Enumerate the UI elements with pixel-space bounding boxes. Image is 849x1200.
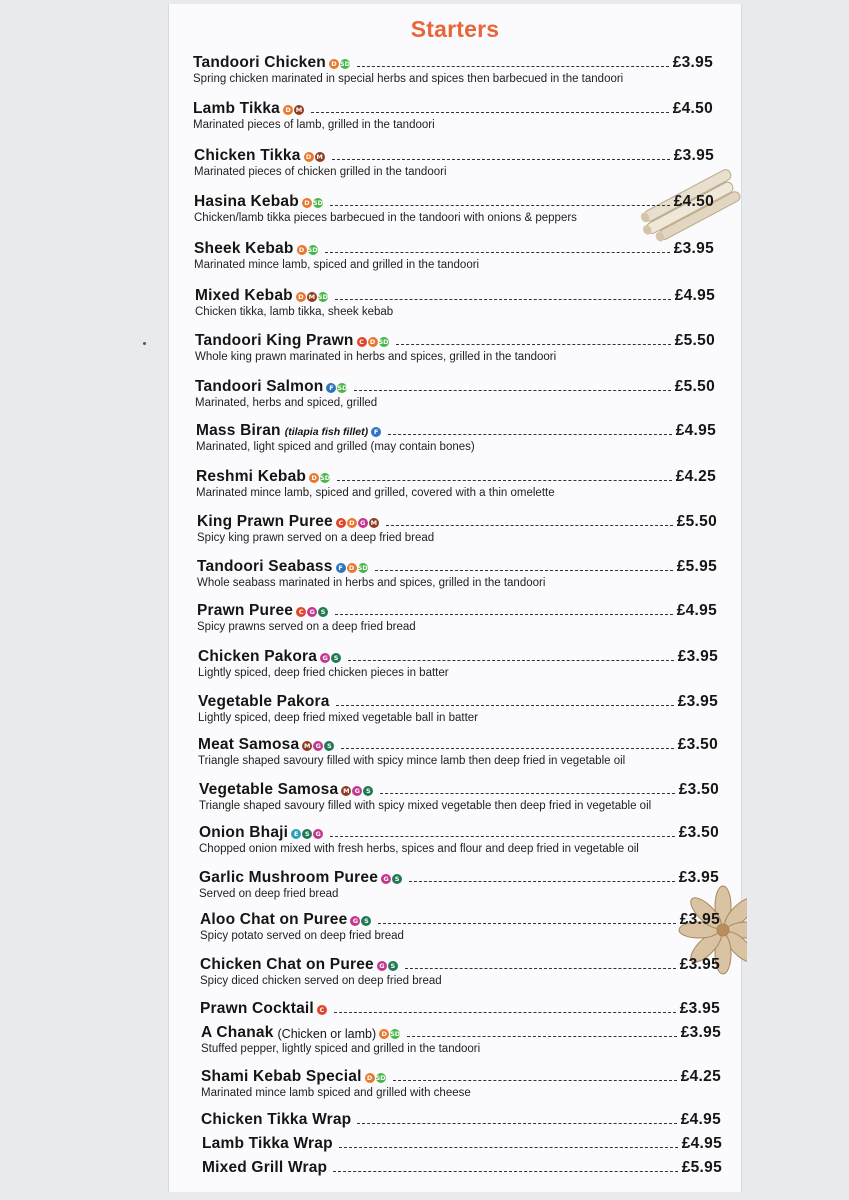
menu-item [197, 511, 717, 544]
item-description: Whole seabass marinated in herbs and spices, grilled in the tandoori [197, 577, 546, 589]
allergen-d-icon: D [347, 518, 357, 528]
dotted-leader [337, 480, 672, 481]
item-description: Triangle shaped savoury filled with spicy mince lamb then deep fried in vegetable oil [198, 755, 626, 767]
allergen-g-icon: G [377, 961, 387, 971]
dotted-leader [388, 434, 672, 435]
allergen-badges [297, 245, 319, 255]
item-name: Mixed Kebab [195, 287, 293, 304]
allergen-sd-icon: SD [357, 563, 368, 572]
item-name: Onion Bhaji [199, 824, 289, 841]
menu-item [194, 238, 714, 271]
menu-item [198, 691, 718, 724]
item-description: Marinated pieces of chicken grilled in the tandoori [194, 166, 447, 178]
dotted-leader [380, 793, 674, 794]
menu-item-row [198, 646, 718, 666]
page-title: Starters [410, 16, 500, 42]
item-name: Shami Kebab Special [201, 1068, 362, 1085]
menu-item [195, 330, 715, 363]
dotted-leader [341, 748, 673, 749]
allergen-m-icon: M [304, 741, 311, 750]
menu-item-row [196, 420, 716, 440]
item-description: Lightly spiced, deep fried chicken pieces in batter [198, 667, 449, 679]
allergen-c-icon: C [296, 607, 306, 617]
allergen-badges [283, 105, 305, 115]
item-name: Prawn Cocktail [200, 1000, 314, 1017]
item-name: Tandoori Seabass [197, 558, 333, 575]
allergen-sd-icon: SD [317, 292, 328, 301]
item-note: (tilapia fish fillet) [284, 426, 369, 438]
dotted-leader [311, 112, 669, 113]
menu-item [193, 52, 713, 85]
allergen-m-icon: M [316, 152, 323, 161]
allergen-s-icon: S [331, 653, 341, 663]
allergen-badges [291, 829, 324, 839]
item-name: Garlic Mushroom Puree [199, 869, 379, 886]
menu-item [197, 600, 717, 633]
item-description: Stuffed pepper, lightly spiced and grilled in the tandoori [201, 1043, 481, 1055]
item-price: £4.95 [680, 1111, 721, 1128]
allergen-badges [296, 292, 329, 302]
allergen-badges [381, 874, 403, 884]
allergen-badges [350, 916, 372, 926]
dotted-leader [325, 252, 670, 253]
item-price: £4.95 [675, 422, 716, 439]
menu-item-row [193, 52, 713, 72]
item-price: £3.50 [678, 824, 719, 841]
menu-item [202, 1157, 722, 1177]
item-description: Spicy potato served on deep fried bread [200, 930, 404, 942]
dotted-leader [330, 836, 675, 837]
allergen-badges [309, 473, 331, 483]
item-name: Vegetable Pakora [198, 693, 330, 710]
allergen-d-icon: D [368, 337, 378, 347]
allergen-c-icon: C [336, 518, 346, 528]
allergen-g-icon: G [352, 786, 362, 796]
menu-item-row [195, 330, 715, 350]
allergen-d-icon: D [297, 245, 307, 255]
allergen-s-icon: S [302, 829, 312, 839]
allergen-badges [336, 518, 380, 528]
item-name: Reshmi Kebab [196, 468, 307, 485]
menu-item-row [198, 691, 718, 711]
allergen-sd-icon: SD [312, 198, 323, 207]
allergen-badges [357, 337, 390, 347]
allergen-g-icon: G [358, 518, 368, 528]
allergen-s-icon: S [361, 916, 371, 926]
menu-item-row [202, 1157, 722, 1177]
menu-item [199, 779, 719, 812]
scan-speck [143, 342, 146, 345]
allergen-f-icon: F [326, 383, 336, 393]
item-description: Spring chicken marinated in special herbs and spices then barbecued in the tandoori [193, 73, 624, 85]
menu-item-row [200, 998, 720, 1018]
dotted-leader [393, 1080, 677, 1081]
dotted-leader [407, 1036, 677, 1037]
menu-item-row [198, 734, 718, 754]
allergen-d-icon: D [347, 563, 357, 573]
item-name: Tandoori Chicken [193, 54, 326, 71]
allergen-badges [302, 198, 324, 208]
item-price: £4.25 [680, 1068, 721, 1085]
item-description: Triangle shaped savoury filled with spicy mixed vegetable then deep fried in vegetable oil [199, 800, 652, 812]
allergen-g-icon: G [381, 874, 391, 884]
item-description: Lightly spiced, deep fried mixed vegetable ball in batter [198, 712, 479, 724]
allergen-badges [326, 383, 348, 393]
item-price: £4.50 [673, 193, 714, 210]
menu-item [199, 867, 719, 900]
item-price: £5.50 [676, 513, 717, 530]
menu-item-row [199, 822, 719, 842]
item-name: Vegetable Samosa [199, 781, 339, 798]
menu-item-row [194, 238, 714, 258]
dotted-leader [357, 1123, 676, 1124]
item-name: Lamb Tikka [193, 100, 281, 117]
menu-item [201, 1022, 721, 1055]
dotted-leader [409, 881, 675, 882]
dotted-leader [375, 570, 673, 571]
allergen-sd-icon: SD [375, 1073, 386, 1082]
item-name: Prawn Puree [197, 602, 294, 619]
menu-item-row [199, 779, 719, 799]
item-price: £3.50 [678, 781, 719, 798]
menu-item-row [194, 191, 714, 211]
item-price: £3.50 [677, 736, 718, 753]
menu-item [198, 646, 718, 679]
item-name: Tandoori Salmon [195, 378, 324, 395]
menu-item-row [197, 600, 717, 620]
menu-item [199, 822, 719, 855]
item-price: £5.50 [674, 332, 715, 349]
allergen-d-icon: D [296, 292, 306, 302]
item-description: Whole king prawn marinated in herbs and spices, grilled in the tandoori [195, 351, 557, 363]
allergen-s-icon: S [324, 741, 334, 751]
allergen-sd-icon: SD [337, 383, 348, 392]
allergen-m-icon: M [295, 105, 303, 114]
item-name: Meat Samosa [198, 736, 300, 753]
menu-item-row [195, 285, 715, 305]
allergen-badges [302, 741, 335, 751]
item-description: Marinated mince lamb spiced and grilled with cheese [201, 1087, 471, 1099]
item-name: Mixed Grill Wrap [202, 1159, 328, 1176]
item-description: Chopped onion mixed with fresh herbs, spices and flour and deep fried in vegetable oil [199, 843, 639, 855]
item-name: Lamb Tikka Wrap [202, 1135, 333, 1152]
item-name: Aloo Chat on Puree [200, 911, 348, 928]
item-name: Chicken Tikka [194, 147, 301, 164]
item-price: £4.95 [674, 287, 715, 304]
allergen-badges [320, 653, 342, 663]
menu-item-row [202, 1133, 722, 1153]
allergen-d-icon: D [309, 473, 319, 483]
dotted-leader [336, 705, 674, 706]
allergen-sd-icon: SD [307, 245, 318, 254]
menu-item-row [201, 1109, 721, 1129]
item-price: £3.95 [679, 956, 720, 973]
allergen-badges [317, 1005, 328, 1015]
item-name: King Prawn Puree [197, 513, 333, 530]
allergen-sd-icon: SD [390, 1029, 401, 1038]
menu-item-row [197, 511, 717, 531]
item-note: (Chicken or lamb) [277, 1027, 377, 1041]
menu-item [195, 285, 715, 318]
menu-item [198, 734, 718, 767]
allergen-badges [336, 563, 369, 573]
menu-item-row [196, 466, 716, 486]
item-name: A Chanak [201, 1024, 274, 1041]
menu-item-row [201, 1022, 721, 1042]
item-price: £5.95 [681, 1159, 722, 1176]
allergen-f-icon: F [336, 563, 346, 573]
allergen-badges [371, 427, 382, 437]
menu-item-row [194, 145, 714, 165]
allergen-d-icon: D [365, 1073, 375, 1083]
menu-item-row [201, 1066, 721, 1086]
item-description: Marinated, herbs and spiced, grilled [195, 397, 378, 409]
dotted-leader [348, 660, 674, 661]
allergen-s-icon: S [392, 874, 402, 884]
allergen-g-icon: G [350, 916, 360, 926]
allergen-badges [304, 152, 326, 162]
item-price: £3.95 [679, 911, 720, 928]
menu-item-row [199, 867, 719, 887]
item-price: £4.50 [672, 100, 713, 117]
item-price: £3.95 [677, 648, 718, 665]
menu-page [168, 4, 742, 1192]
item-description: Marinated pieces of lamb, grilled in the tandoori [193, 119, 435, 131]
dotted-leader [335, 614, 673, 615]
dotted-leader [330, 205, 670, 206]
allergen-s-icon: S [388, 961, 398, 971]
dotted-leader [335, 299, 671, 300]
item-price: £3.95 [678, 869, 719, 886]
item-price: £3.95 [680, 1024, 721, 1041]
menu-item [194, 191, 714, 224]
allergen-c-icon: C [357, 337, 367, 347]
item-name: Mass Biran [196, 422, 281, 439]
allergen-badges [341, 786, 374, 796]
dotted-leader [354, 390, 670, 391]
menu-item [193, 98, 713, 131]
menu-item [201, 1109, 721, 1129]
allergen-badges [377, 961, 399, 971]
item-name: Sheek Kebab [194, 240, 294, 257]
menu-item [201, 1066, 721, 1099]
item-description: Spicy diced chicken served on deep fried bread [200, 975, 442, 987]
menu-item-row [200, 909, 720, 929]
allergen-f-icon: F [371, 427, 381, 437]
item-description: Served on deep fried bread [199, 888, 339, 900]
allergen-badges [365, 1073, 387, 1083]
menu-item [202, 1133, 722, 1153]
allergen-g-icon: G [313, 741, 323, 751]
allergen-g-icon: G [307, 607, 317, 617]
menu-item [197, 556, 717, 589]
allergen-d-icon: D [304, 152, 314, 162]
allergen-m-icon: M [308, 292, 316, 301]
dotted-leader [357, 66, 669, 67]
dotted-leader [334, 1012, 676, 1013]
item-price: £5.50 [674, 378, 715, 395]
item-price: £4.25 [675, 468, 716, 485]
menu-item [200, 954, 720, 987]
item-description: Spicy king prawn served on a deep fried bread [197, 532, 435, 544]
allergen-badges [329, 59, 351, 69]
dotted-leader [386, 525, 673, 526]
allergen-g-icon: G [320, 653, 330, 663]
allergen-sd-icon: SD [320, 473, 331, 482]
dotted-leader [378, 923, 675, 924]
item-name: Tandoori King Prawn [195, 332, 354, 349]
menu-item [196, 420, 716, 453]
item-name: Hasina Kebab [194, 193, 299, 210]
dotted-leader [339, 1147, 678, 1148]
allergen-g-icon: G [313, 829, 323, 839]
allergen-badges [296, 607, 329, 617]
menu-item [194, 145, 714, 178]
item-description: Marinated mince lamb, spiced and grilled, covered with a thin omelette [196, 487, 555, 499]
allergen-d-icon: D [329, 59, 339, 69]
item-description: Chicken/lamb tikka pieces barbecued in the tandoori with onions & peppers [194, 212, 577, 224]
allergen-d-icon: D [283, 105, 293, 115]
item-price: £4.95 [681, 1135, 722, 1152]
menu-item [200, 998, 720, 1018]
item-price: £3.95 [672, 54, 713, 71]
item-description: Chicken tikka, lamb tikka, sheek kebab [195, 306, 394, 318]
item-price: £3.95 [673, 240, 714, 257]
menu-item-row [197, 556, 717, 576]
allergen-m-icon: M [370, 518, 378, 527]
item-description: Spicy prawns served on a deep fried bread [197, 621, 416, 633]
allergen-badges [379, 1029, 401, 1039]
allergen-d-icon: D [379, 1029, 389, 1039]
item-name: Chicken Chat on Puree [200, 956, 374, 973]
dotted-leader [332, 159, 670, 160]
dotted-leader [396, 344, 671, 345]
item-price: £3.95 [677, 693, 718, 710]
menu-item-row [200, 954, 720, 974]
item-name: Chicken Pakora [198, 648, 318, 665]
menu-item [196, 466, 716, 499]
allergen-c-icon: C [317, 1005, 327, 1015]
allergen-s-icon: S [363, 786, 373, 796]
item-name: Chicken Tikka Wrap [201, 1111, 352, 1128]
item-price: £5.95 [676, 558, 717, 575]
allergen-e-icon: E [291, 829, 301, 839]
allergen-d-icon: D [302, 198, 312, 208]
menu-item-row [195, 376, 715, 396]
dotted-leader [405, 968, 676, 969]
item-price: £3.95 [679, 1000, 720, 1017]
item-description: Marinated mince lamb, spiced and grilled in the tandoori [194, 259, 480, 271]
menu-item [195, 376, 715, 409]
allergen-sd-icon: SD [378, 337, 389, 346]
dotted-leader [333, 1171, 677, 1172]
allergen-sd-icon: SD [339, 59, 350, 68]
item-price: £3.95 [673, 147, 714, 164]
allergen-s-icon: S [318, 607, 328, 617]
menu-item [200, 909, 720, 942]
allergen-m-icon: M [343, 786, 350, 795]
item-price: £4.95 [676, 602, 717, 619]
menu-item-row [193, 98, 713, 118]
item-description: Marinated, light spiced and grilled (may contain bones) [196, 441, 475, 453]
